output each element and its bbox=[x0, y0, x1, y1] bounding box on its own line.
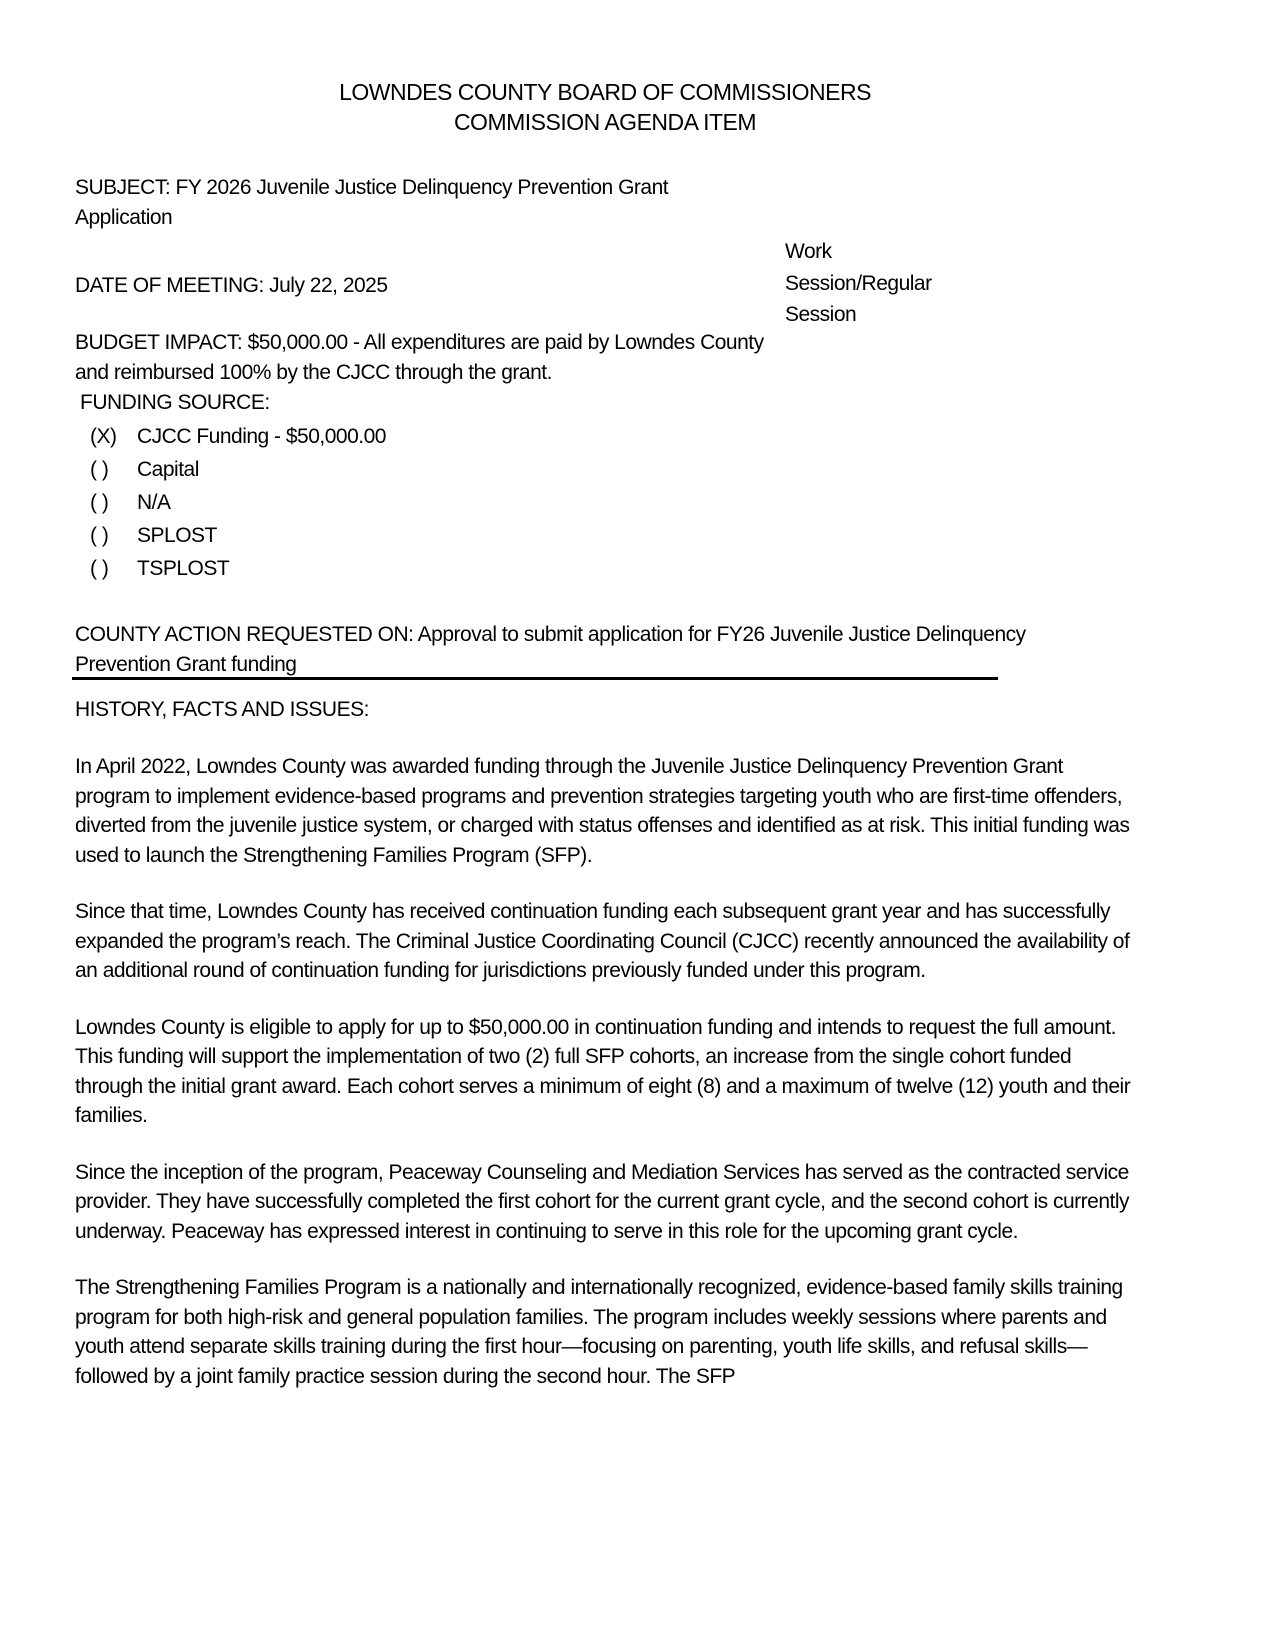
checkbox-marker: ( ) bbox=[90, 557, 109, 580]
subject-line: SUBJECT: FY 2026 Juvenile Justice Delinquency Prevention Grant Application bbox=[75, 176, 669, 229]
funding-source-list bbox=[75, 420, 725, 585]
funding-option-capital bbox=[75, 453, 725, 486]
history-paragraph-1: In April 2022, Lowndes County was awarded funding through the Juvenile Justice Delinquency Prevention Grant program to implement evidence-based programs and prevention strategies targeting youth who are first-time offenders, diverted from the juvenile justice system, or charged with status offenses and identified as at risk. This initial funding was used to launch the Strengthening Families Program (SFP). bbox=[75, 755, 1130, 867]
checkbox-marker: ( ) bbox=[90, 458, 109, 481]
document-title-line2: COMMISSION AGENDA ITEM bbox=[453, 109, 757, 135]
funding-source-label: FUNDING SOURCE: bbox=[80, 391, 270, 414]
funding-option-label: SPLOST bbox=[137, 524, 217, 547]
history-paragraph-4: Since the inception of the program, Peaceway Counseling and Mediation Services has served as the contracted service provider. They have successfully completed the first cohort for the current grant cycle, and the second cohort is currently underway. Peaceway has expressed interest in continuing to serve in this role for the upcoming grant cycle. bbox=[75, 1160, 1129, 1243]
checkbox-marker: ( ) bbox=[90, 524, 109, 547]
funding-option-label: Capital bbox=[137, 458, 199, 481]
funding-option-splost bbox=[75, 519, 725, 552]
funding-option-label: N/A bbox=[137, 491, 171, 514]
history-body bbox=[75, 752, 1140, 1418]
section-divider bbox=[72, 677, 998, 680]
funding-option-tsplost bbox=[75, 552, 725, 585]
funding-option-na bbox=[75, 486, 725, 519]
history-heading: HISTORY, FACTS AND ISSUES: bbox=[75, 698, 369, 721]
funding-option-label: TSPLOST bbox=[137, 557, 230, 580]
document-title-line1: LOWNDES COUNTY BOARD OF COMMISSIONERS bbox=[339, 79, 871, 105]
document-title bbox=[75, 77, 1135, 137]
checkbox-marker: ( ) bbox=[90, 491, 109, 514]
funding-option-label: CJCC Funding - $50,000.00 bbox=[137, 425, 386, 448]
history-paragraph-2: Since that time, Lowndes County has received continuation funding each subsequent grant year and has successfully expanded the program’s reach. The Criminal Justice Coordinating Council (CJCC) recently announced the availability of an additional round of continuation funding for jurisdictions previously funded under this program. bbox=[75, 900, 1130, 982]
funding-option-cjcc bbox=[75, 420, 725, 453]
session-type: Work Session/Regular Session bbox=[785, 240, 932, 326]
checkbox-marker: (X) bbox=[90, 425, 117, 448]
budget-impact: BUDGET IMPACT: $50,000.00 - All expenditures are paid by Lowndes County and reimbursed 100% by the CJCC through the grant. bbox=[75, 331, 764, 384]
history-paragraph-3: Lowndes County is eligible to apply for up to $50,000.00 in continuation funding and intends to request the full amount. This funding will support the implementation of two (2) full SFP cohorts, an increase from the single cohort funded through the initial grant award. Each cohort serves a minimum of eight (8) and a maximum of twelve (12) youth and their families. bbox=[75, 1015, 1131, 1127]
date-of-meeting: DATE OF MEETING: July 22, 2025 bbox=[75, 274, 388, 297]
county-action-requested: COUNTY ACTION REQUESTED ON: Approval to submit application for FY26 Juvenile Justice Delinquency Prevention Grant funding bbox=[75, 623, 1026, 676]
history-paragraph-5: The Strengthening Families Program is a nationally and internationally recognized, evidence-based family skills training program for both high-risk and general population families. The program includes weekly sessions where parents and youth attend separate skills training during the first hour—focusing on parenting, youth life skills, and refusal skills—followed by a joint family practice session during the second hour. The SFP bbox=[75, 1276, 1123, 1388]
